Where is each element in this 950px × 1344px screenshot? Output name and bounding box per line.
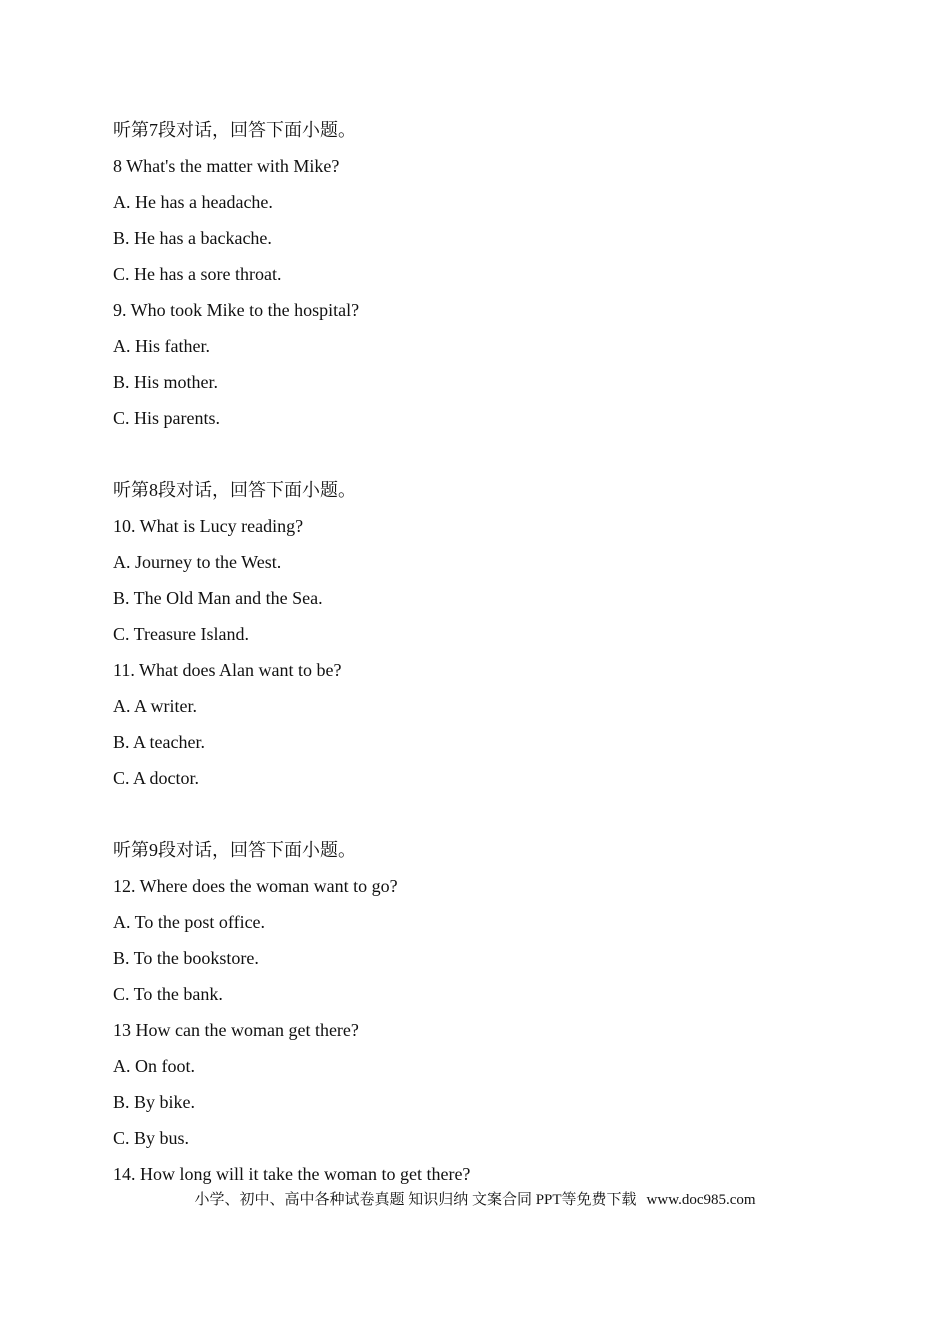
question-text: 12. Where does the woman want to go? bbox=[113, 876, 398, 896]
section-heading: 听第8段对话，回答下面小题。 bbox=[113, 480, 356, 500]
footer-url: www.doc985.com bbox=[646, 1192, 756, 1208]
answer-option: C. Treasure Island. bbox=[113, 624, 249, 644]
section-spacer bbox=[113, 436, 873, 472]
answer-option: C. He has a sore throat. bbox=[113, 264, 282, 284]
answer-option: A. He has a headache. bbox=[113, 192, 273, 212]
question-text: 13 How can the woman get there? bbox=[113, 1020, 359, 1040]
question-text: 10. What is Lucy reading? bbox=[113, 516, 304, 536]
exam-content bbox=[113, 112, 873, 1192]
question-text: 11. What does Alan want to be? bbox=[113, 660, 342, 680]
answer-option: B. To the bookstore. bbox=[113, 948, 259, 968]
answer-option: A. To the post office. bbox=[113, 912, 266, 932]
answer-option: A. On foot. bbox=[113, 1056, 195, 1076]
answer-option: C. His parents. bbox=[113, 408, 220, 428]
answer-option: A. His father. bbox=[113, 336, 210, 356]
answer-option: A. A writer. bbox=[113, 696, 197, 716]
section-spacer bbox=[113, 796, 873, 832]
question-text: 9. Who took Mike to the hospital? bbox=[113, 300, 360, 320]
footer-text: 小学、初中、高中各种试卷真题 知识归纳 文案合同 PPT等免费下载 bbox=[194, 1192, 637, 1208]
answer-option: A. Journey to the West. bbox=[113, 552, 282, 572]
answer-option: B. By bike. bbox=[113, 1092, 196, 1112]
answer-option: B. A teacher. bbox=[113, 732, 205, 752]
answer-option: C. By bus. bbox=[113, 1128, 190, 1148]
answer-option: B. The Old Man and the Sea. bbox=[113, 588, 323, 608]
section-heading: 听第9段对话，回答下面小题。 bbox=[113, 840, 356, 860]
answer-option: C. To the bank. bbox=[113, 984, 223, 1004]
answer-option: B. His mother. bbox=[113, 372, 219, 392]
page-footer bbox=[0, 1188, 950, 1212]
question-text: 8 What's the matter with Mike? bbox=[113, 156, 340, 176]
question-text: 14. How long will it take the woman to get there? bbox=[113, 1164, 471, 1184]
answer-option: B. He has a backache. bbox=[113, 228, 272, 248]
answer-option: C. A doctor. bbox=[113, 768, 200, 788]
section-heading: 听第7段对话，回答下面小题。 bbox=[113, 120, 356, 140]
